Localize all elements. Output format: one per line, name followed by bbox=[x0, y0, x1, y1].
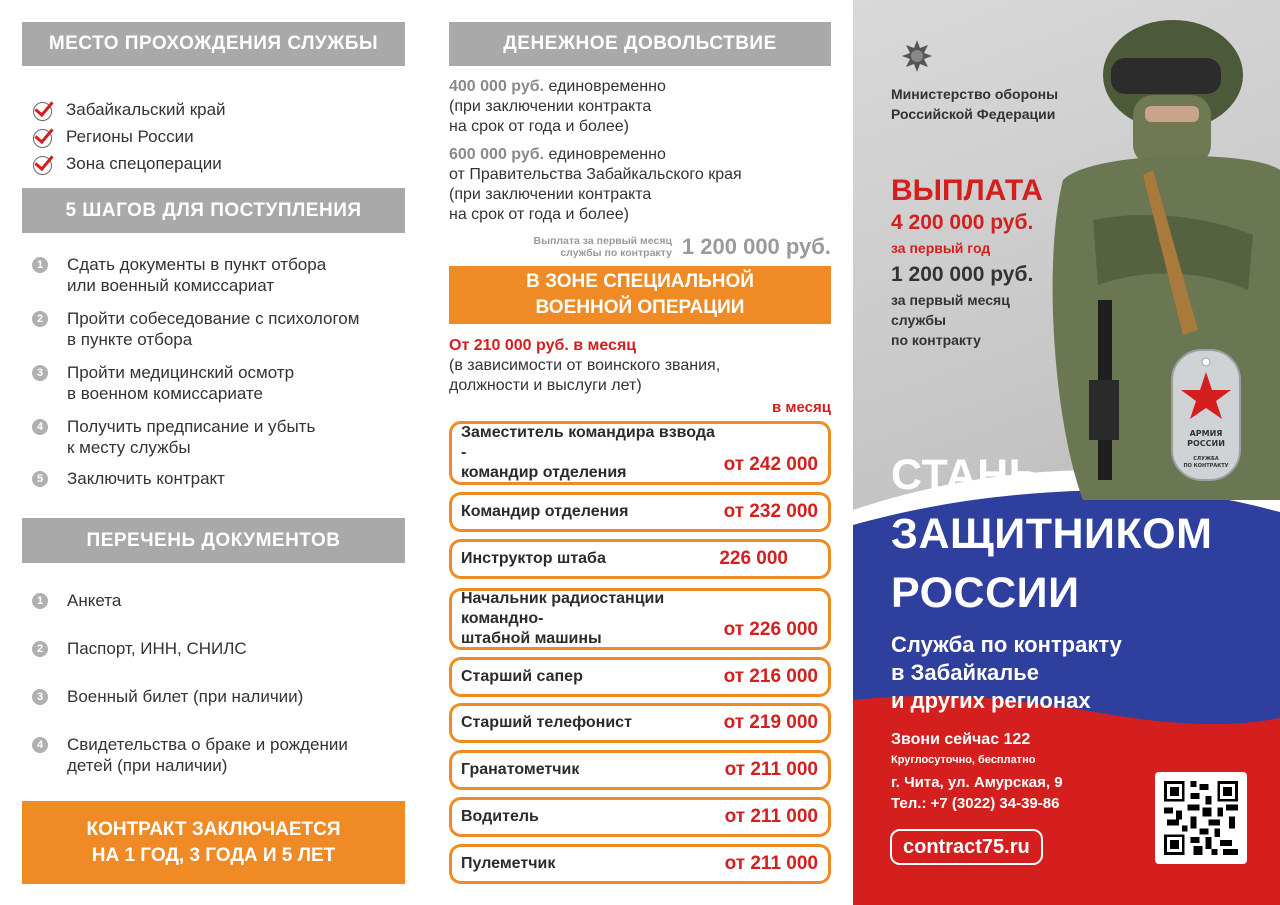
money-amount: 400 000 руб. bbox=[449, 78, 545, 95]
position-pay: от 226 000 bbox=[723, 619, 818, 640]
place-item-label: Регионы России bbox=[66, 126, 194, 146]
position-card bbox=[449, 492, 831, 532]
qr-code-icon[interactable] bbox=[1155, 772, 1247, 864]
list-item bbox=[32, 123, 226, 150]
money-block-2 bbox=[449, 145, 742, 225]
column-payments bbox=[449, 22, 831, 884]
number-badge: 3 bbox=[32, 689, 48, 705]
money-text: на срок от года и более) bbox=[449, 206, 630, 223]
money-text: на срок от года и более) bbox=[449, 118, 630, 135]
contract-banner bbox=[22, 801, 405, 884]
position-card bbox=[449, 539, 831, 579]
ministry-name bbox=[891, 84, 1058, 124]
ministry-line: Российской Федерации bbox=[891, 106, 1056, 122]
step-line: Заключить контракт bbox=[67, 469, 225, 488]
position-name: Пулеметчик bbox=[461, 855, 556, 872]
zone-note: должности и выслуги лет) bbox=[449, 377, 642, 394]
position-name bbox=[461, 589, 724, 649]
position-name-line: Заместитель командира взвода - bbox=[461, 424, 715, 461]
website-link[interactable]: contract75.ru bbox=[890, 829, 1043, 865]
money-text: (при заключении контракта bbox=[449, 186, 652, 203]
address bbox=[891, 772, 1063, 814]
tag-text: РОССИИ bbox=[1187, 439, 1225, 448]
list-item bbox=[32, 96, 226, 123]
place-header: МЕСТО ПРОХОЖДЕНИЯ СЛУЖБЫ bbox=[22, 22, 405, 66]
checkmark-icon bbox=[32, 151, 58, 177]
tag-text: ПО КОНТРАКТУ bbox=[1183, 463, 1229, 469]
step-line: в пункте отбора bbox=[67, 330, 193, 349]
per-month-label: в месяц bbox=[772, 399, 831, 416]
list-item bbox=[32, 254, 412, 296]
list-item bbox=[32, 150, 226, 177]
list-item bbox=[32, 362, 412, 404]
position-card bbox=[449, 797, 831, 837]
place-list bbox=[32, 96, 226, 177]
money-block-1 bbox=[449, 77, 666, 137]
call-note: Круглосуточно, бесплатно bbox=[891, 754, 1036, 766]
doc-line: Военный билет (при наличии) bbox=[67, 687, 304, 706]
docs-header: ПЕРЕЧЕНЬ ДОКУМЕНТОВ bbox=[22, 518, 405, 563]
list-item bbox=[32, 734, 412, 776]
position-card bbox=[449, 421, 831, 485]
tag-text: СЛУЖБА bbox=[1193, 456, 1219, 462]
zone-note: (в зависимости от воинского звания, bbox=[449, 357, 721, 374]
zone-title-line: В ЗОНЕ СПЕЦИАЛЬНОЙ bbox=[526, 271, 754, 292]
position-card bbox=[449, 657, 831, 697]
position-pay: от 211 000 bbox=[724, 853, 818, 874]
contract-line: КОНТРАКТ ЗАКЛЮЧАЕТСЯ bbox=[86, 818, 341, 840]
number-badge: 2 bbox=[32, 311, 48, 327]
step-line: или военный комиссариат bbox=[67, 276, 275, 295]
position-pay: от 232 000 bbox=[723, 501, 818, 522]
doc-line: детей (при наличии) bbox=[67, 756, 228, 775]
list-item bbox=[32, 686, 412, 707]
position-name: Командир отделения bbox=[461, 503, 629, 520]
number-badge: 4 bbox=[32, 419, 48, 435]
money-text: от Правительства Забайкальского края bbox=[449, 166, 742, 183]
doc-line: Анкета bbox=[67, 591, 122, 610]
zone-salary-amount: От 210 000 руб. в месяц bbox=[449, 337, 637, 354]
slogan-line: ЗАЩИТНИКОМ bbox=[891, 510, 1213, 558]
checkmark-icon bbox=[32, 124, 58, 150]
list-item bbox=[32, 468, 412, 489]
recruitment-poster bbox=[853, 0, 1280, 905]
service-line: и других регионах bbox=[891, 688, 1091, 713]
position-card bbox=[449, 588, 831, 650]
step-line: в военном комиссариате bbox=[67, 384, 263, 403]
position-name: Гранатометчик bbox=[461, 761, 580, 778]
payout-title: ВЫПЛАТА bbox=[891, 174, 1043, 207]
double-headed-eagle-icon bbox=[897, 36, 937, 76]
number-badge: 3 bbox=[32, 365, 48, 381]
tag-text: АРМИЯ bbox=[1189, 429, 1223, 438]
zone-title-line: ВОЕННОЙ ОПЕРАЦИИ bbox=[535, 297, 745, 318]
first-month-label-line: Выплата за первый месяц bbox=[533, 235, 672, 247]
money-amount: 600 000 руб. bbox=[449, 146, 545, 163]
position-card bbox=[449, 703, 831, 743]
position-pay: от 219 000 bbox=[723, 712, 818, 733]
doc-line: Паспорт, ИНН, СНИЛС bbox=[67, 639, 247, 658]
position-name bbox=[461, 423, 724, 483]
position-name-line: командир отделения bbox=[461, 464, 627, 481]
doc-line: Свидетельства о браке и рождении bbox=[67, 735, 348, 754]
number-badge: 1 bbox=[32, 593, 48, 609]
step-line: Пройти собеседование с психологом bbox=[67, 309, 360, 328]
step-line: Сдать документы в пункт отбора bbox=[67, 255, 327, 274]
payout-month-note bbox=[891, 290, 1010, 350]
slogan-line: СТАНЬ bbox=[891, 451, 1041, 499]
service-line: в Забайкалье bbox=[891, 660, 1039, 685]
step-line: к месту службы bbox=[67, 438, 191, 457]
list-item bbox=[32, 308, 412, 350]
position-pay: от 216 000 bbox=[723, 666, 818, 687]
service-line: Служба по контракту bbox=[891, 632, 1122, 657]
column-service-info bbox=[22, 22, 405, 884]
first-month-label-line: службы по контракту bbox=[560, 247, 672, 259]
position-pay: от 211 000 bbox=[724, 806, 818, 827]
payout-year-amount: 4 200 000 руб. bbox=[891, 211, 1034, 234]
payout-month-note-line: службы bbox=[891, 312, 946, 328]
position-name: Старший телефонист bbox=[461, 714, 632, 731]
steps-header: 5 ШАГОВ ДЛЯ ПОСТУПЛЕНИЯ bbox=[22, 188, 405, 233]
payout-month-amount: 1 200 000 руб. bbox=[891, 263, 1034, 286]
position-name-line: Начальник радиостанции командно- bbox=[461, 590, 665, 627]
position-pay: от 211 000 bbox=[724, 759, 818, 780]
phone-line: Тел.: +7 (3022) 34-39-86 bbox=[891, 795, 1060, 812]
position-pay: от 242 000 bbox=[723, 454, 818, 475]
money-text: единовременно bbox=[544, 78, 666, 95]
position-name: Водитель bbox=[461, 808, 539, 825]
position-name: Инструктор штаба bbox=[461, 550, 606, 567]
list-item bbox=[32, 416, 412, 458]
number-badge: 5 bbox=[32, 471, 48, 487]
payout-month-note-line: по контракту bbox=[891, 332, 981, 348]
step-line: Получить предписание и убыть bbox=[67, 417, 316, 436]
slogan bbox=[891, 446, 1212, 623]
address-line: г. Чита, ул. Амурская, 9 bbox=[891, 774, 1063, 791]
service-description bbox=[891, 631, 1122, 715]
payout-year-note: за первый год bbox=[891, 240, 991, 256]
first-month-value: 1 200 000 руб. bbox=[681, 234, 831, 259]
position-card bbox=[449, 844, 831, 884]
position-pay: 226 000 bbox=[719, 548, 788, 569]
money-header: ДЕНЕЖНОЕ ДОВОЛЬСТВИЕ bbox=[449, 22, 831, 66]
payout-month-note-line: за первый месяц bbox=[891, 292, 1010, 308]
ministry-line: Министерство обороны bbox=[891, 86, 1059, 102]
slogan-line: РОССИИ bbox=[891, 569, 1080, 617]
number-badge: 1 bbox=[32, 257, 48, 273]
first-month-payout bbox=[449, 234, 831, 260]
number-badge: 4 bbox=[32, 737, 48, 753]
call-line: Звони сейчас 122 bbox=[891, 731, 1031, 748]
money-text: (при заключении контракта bbox=[449, 98, 652, 115]
list-item bbox=[32, 590, 412, 611]
number-badge: 2 bbox=[32, 641, 48, 657]
place-item-label: Зона спецоперации bbox=[66, 153, 222, 173]
place-item-label: Забайкальский край bbox=[66, 99, 226, 119]
money-text: единовременно bbox=[544, 146, 666, 163]
first-month-label bbox=[534, 235, 672, 259]
checkmark-icon bbox=[32, 97, 58, 123]
list-item bbox=[32, 638, 412, 659]
zone-header bbox=[449, 266, 831, 324]
contract-line: НА 1 ГОД, 3 ГОДА И 5 ЛЕТ bbox=[91, 844, 336, 866]
qr-code-graphic bbox=[1164, 781, 1238, 855]
position-name: Старший сапер bbox=[461, 668, 583, 685]
position-name-line: штабной машины bbox=[461, 630, 602, 647]
step-line: Пройти медицинский осмотр bbox=[67, 363, 295, 382]
position-card bbox=[449, 750, 831, 790]
zone-salary bbox=[449, 336, 720, 396]
